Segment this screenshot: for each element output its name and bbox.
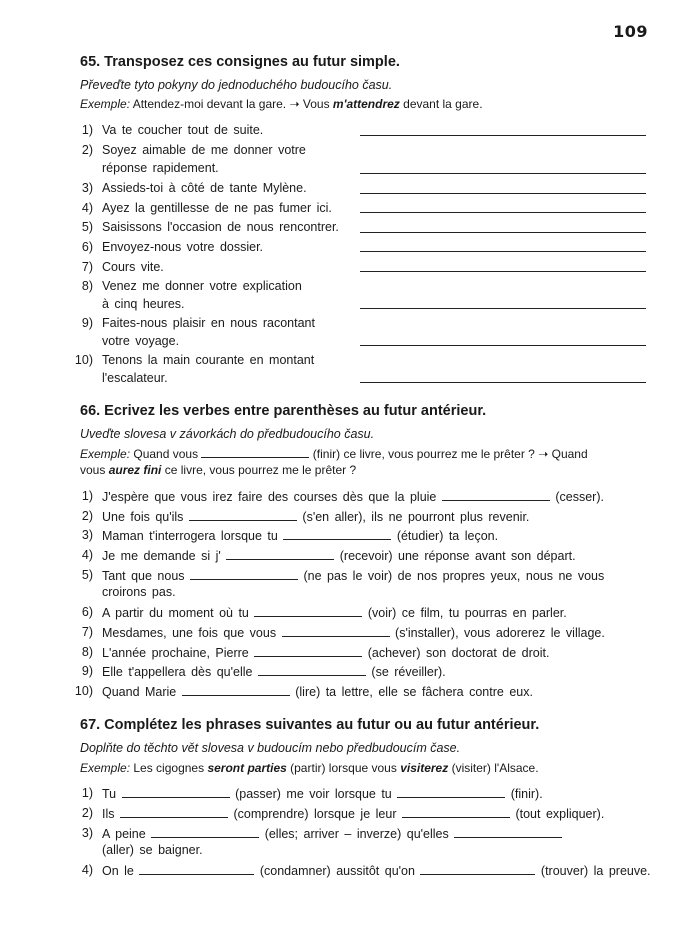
item-text: (passer) me voir lorsque tu (235, 787, 392, 801)
example-text: vous (80, 463, 106, 477)
answer-line[interactable] (360, 271, 646, 272)
item-text: (se réveiller). (371, 665, 446, 679)
answer-line[interactable] (360, 193, 646, 194)
item-text: On le (102, 864, 134, 878)
item-sentence (102, 786, 543, 801)
example-text: Quand vous (133, 447, 199, 461)
item-text: Ayez la gentillesse de ne pas fumer ici. (102, 201, 332, 215)
answer-blank[interactable] (454, 826, 562, 838)
item-text-continued: à cinq heures. (102, 297, 185, 311)
example-text: (finir) ce livre, vous pourrez me le prêter ? (312, 447, 535, 461)
item-sentence (102, 826, 562, 841)
item-number: 3) (81, 181, 93, 195)
item-text: (voir) ce film, tu pourras en parler. (367, 606, 567, 620)
item-number: 6) (81, 240, 93, 254)
item-text-continued: réponse rapidement. (102, 161, 219, 175)
answer-blank[interactable] (282, 625, 390, 637)
example-text: Les cigognes (133, 761, 205, 775)
item-number: 3) (81, 826, 93, 840)
item-sentence (102, 568, 604, 583)
example-text: Quand (551, 447, 588, 461)
arrow-icon: ➝ (538, 447, 549, 461)
item-number: 8) (81, 279, 93, 293)
item-number: 1) (81, 786, 93, 800)
item-text: (condamner) aussitôt qu'on (259, 864, 415, 878)
exercise-65-instruction: Převeďte tyto pokyny do jednoduchého budoucího času. (80, 78, 393, 92)
item-text: L'année prochaine, Pierre (102, 646, 249, 660)
item-sentence (102, 645, 549, 660)
item-number: 1) (81, 489, 93, 503)
item-text: (trouver) la preuve. (540, 864, 651, 878)
example-blank (201, 446, 309, 458)
item-text-continued: votre voyage. (102, 334, 180, 348)
item-text-continued: croirons pas. (102, 585, 176, 599)
item-number: 7) (81, 260, 93, 274)
item-number: 2) (81, 509, 93, 523)
exercise-67-example (80, 761, 539, 775)
item-text: (comprendre) lorsque je leur (233, 807, 397, 821)
item-text: (tout expliquer). (515, 807, 605, 821)
answer-blank[interactable] (283, 528, 391, 540)
exercise-66-example (80, 446, 588, 461)
item-sentence (102, 625, 605, 640)
answer-blank[interactable] (189, 509, 297, 521)
answer-line[interactable] (360, 251, 646, 252)
exercise-66-title: 66. Ecrivez les verbes entre parenthèses au futur antérieur. (80, 403, 487, 419)
item-text: Une fois qu'ils (102, 510, 184, 524)
exercise-67-instruction: Doplňte do těchto vět slovesa v budoucím nebo předbudoucím čase. (80, 741, 461, 755)
answer-blank[interactable] (442, 489, 550, 501)
item-text: Cours vite. (102, 260, 164, 274)
example-answer: visiterez (400, 761, 449, 775)
item-text: Elle t'appellera dès qu'elle (102, 665, 253, 679)
item-text: Je me demande si j' (102, 549, 221, 563)
answer-line[interactable] (360, 232, 646, 233)
example-label: Exemple: (80, 447, 131, 461)
item-number: 1) (81, 123, 93, 137)
answer-blank[interactable] (182, 684, 290, 696)
item-text: Tant que nous (102, 569, 185, 583)
answer-blank[interactable] (139, 863, 254, 875)
item-text: (étudier) ta leçon. (396, 529, 499, 543)
answer-blank[interactable] (402, 806, 510, 818)
item-text: Soyez aimable de me donner votre (102, 143, 306, 157)
answer-blank[interactable] (397, 786, 505, 798)
example-answer: aurez fini (108, 463, 162, 477)
answer-blank[interactable] (254, 645, 362, 657)
example-label: Exemple: (80, 761, 131, 775)
item-text: (recevoir) une réponse avant son départ. (339, 549, 576, 563)
answer-line[interactable] (360, 135, 646, 136)
answer-blank[interactable] (420, 863, 535, 875)
exercise-66-example-line2 (80, 463, 356, 477)
item-text: (lire) ta lettre, elle se fâchera contre eux. (295, 685, 533, 699)
item-number: 7) (81, 625, 93, 639)
item-number: 9) (81, 664, 93, 678)
item-sentence (102, 548, 576, 563)
example-answer: m'attendrez (332, 97, 400, 111)
answer-blank[interactable] (254, 605, 362, 617)
example-suffix: devant la gare. (403, 97, 483, 111)
item-number: 2) (81, 806, 93, 820)
item-sentence (102, 605, 567, 620)
item-sentence (102, 509, 529, 524)
item-sentence (102, 528, 498, 543)
item-sentence (102, 489, 604, 504)
item-number: 10) (74, 353, 93, 367)
item-text: Va te coucher tout de suite. (102, 123, 264, 137)
item-sentence (102, 684, 533, 699)
item-text: J'espère que vous irez faire des courses dès que la pluie (102, 490, 437, 504)
item-number: 3) (81, 528, 93, 542)
example-sentence: Attendez-moi devant la gare. (132, 97, 287, 111)
item-text: (achever) son doctorat de droit. (367, 646, 550, 660)
item-text: A partir du moment où tu (102, 606, 249, 620)
item-number: 5) (81, 220, 93, 234)
item-number: 2) (81, 143, 93, 157)
exercise-67-title: 67. Complétez les phrases suivantes au futur ou au futur antérieur. (80, 717, 540, 733)
example-label: Exemple: (80, 97, 131, 111)
item-text: Mesdames, une fois que vous (102, 626, 277, 640)
answer-line[interactable] (360, 173, 646, 174)
item-number: 4) (81, 863, 93, 877)
answer-line[interactable] (360, 382, 646, 383)
item-text: Ils (102, 807, 115, 821)
item-sentence (102, 863, 651, 878)
item-text: Maman t'interrogera lorsque tu (102, 529, 278, 543)
item-number: 8) (81, 645, 93, 659)
arrow-icon: ➝ (289, 97, 300, 111)
item-text: (cesser). (555, 490, 604, 504)
exercise-66-instruction: Uveďte slovesa v závorkách do předbudoucího času. (80, 427, 375, 441)
page-number: 109 (613, 22, 648, 41)
exercise-65-title: 65. Transposez ces consignes au futur simple. (80, 54, 400, 70)
item-text: Assieds-toi à côté de tante Mylène. (102, 181, 307, 195)
item-text: (s'en aller), ils ne pourront plus revenir. (302, 510, 530, 524)
item-text: Venez me donner votre explication (102, 279, 302, 293)
exercise-65-example (80, 97, 483, 111)
item-number: 9) (81, 316, 93, 330)
item-text: A peine (102, 827, 146, 841)
answer-blank[interactable] (190, 568, 298, 580)
example-text: (visiter) l'Alsace. (451, 761, 539, 775)
item-text-continued: l'escalateur. (102, 371, 168, 385)
item-text: Quand Marie (102, 685, 177, 699)
answer-blank[interactable] (151, 826, 259, 838)
item-text: (elles; arriver – inverze) qu'elles (264, 827, 449, 841)
item-sentence (102, 664, 446, 679)
answer-line[interactable] (360, 345, 646, 346)
item-text-continued: (aller) se baigner. (102, 843, 203, 857)
item-sentence (102, 806, 604, 821)
item-text: Faites-nous plaisir en nous racontant (102, 316, 315, 330)
example-answer: seront parties (207, 761, 287, 775)
item-number: 10) (74, 684, 93, 698)
answer-blank[interactable] (258, 664, 366, 676)
answer-line[interactable] (360, 308, 646, 309)
item-number: 6) (81, 605, 93, 619)
item-text: Tu (102, 787, 117, 801)
item-text: (finir). (510, 787, 543, 801)
item-text: (s'installer), vous adorerez le village. (395, 626, 605, 640)
item-text: Tenons la main courante en montant (102, 353, 315, 367)
item-text: (ne pas le voir) de nos propres yeux, nous ne vous (303, 569, 605, 583)
example-prefix: Vous (302, 97, 330, 111)
item-number: 5) (81, 568, 93, 582)
answer-blank[interactable] (122, 786, 230, 798)
answer-blank[interactable] (226, 548, 334, 560)
example-text: (partir) lorsque vous (290, 761, 397, 775)
answer-line[interactable] (360, 212, 646, 213)
item-text: Envoyez-nous votre dossier. (102, 240, 264, 254)
item-number: 4) (81, 548, 93, 562)
answer-blank[interactable] (120, 806, 228, 818)
item-text: Saisissons l'occasion de nous rencontrer. (102, 220, 339, 234)
example-text: ce livre, vous pourrez me le prêter ? (164, 463, 357, 477)
item-number: 4) (81, 201, 93, 215)
